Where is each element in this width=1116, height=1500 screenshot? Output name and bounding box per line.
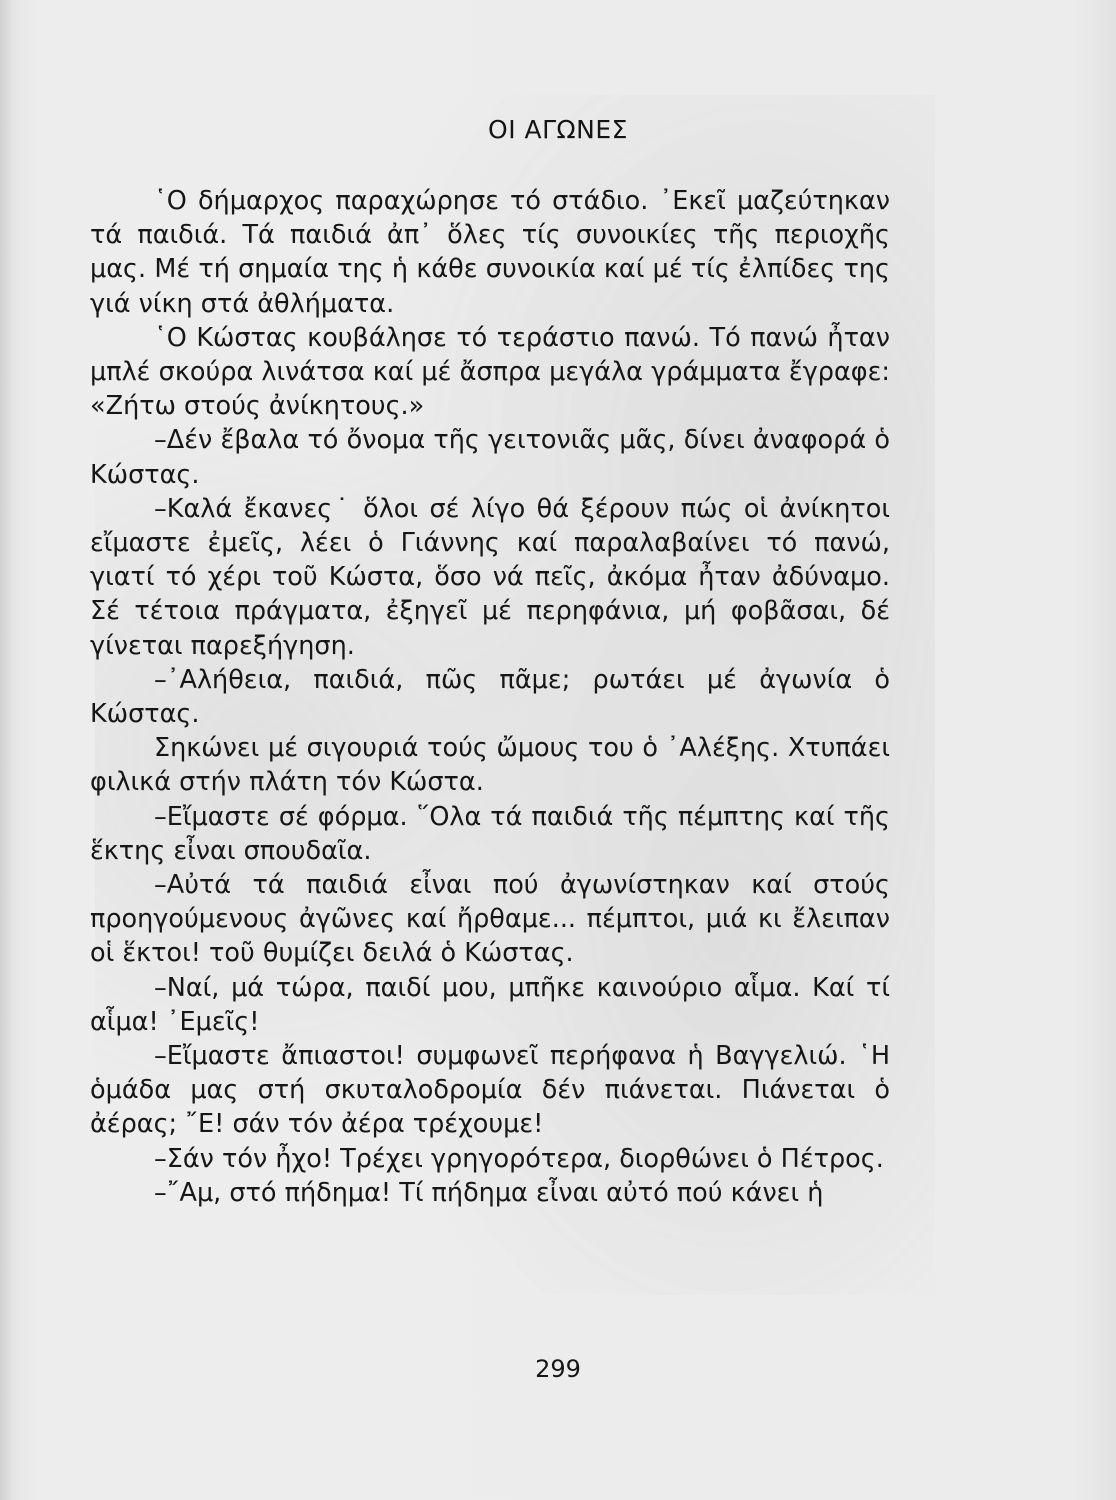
paragraph: –῎Αμ, στό πήδημα! Τί πήδημα εἶναι αὐτό πού κάνει ἡ [154,1177,824,1208]
paragraph: ῾Ο δήμαρχος παραχώρησε τό στάδιο. ᾿Εκεῖ μαζεύτηκαν τά παιδιά. Τά παιδιά ἀπ᾿ ὅλες τίς συνοικίες τῆς περιοχῆς μας. Μέ τή σημαία της ἡ κάθε συνοικία καί μέ τίς ἐλπίδες της γιά νίκη στά ἀθλήματα. [90,186,890,319]
paragraph: –Εἴμαστε σέ φόρμα. ῞Ολα τά παιδιά τῆς πέμπτης καί τῆς ἕκτης εἶναι σπουδαῖα. [90,801,890,866]
paragraph: Σηκώνει μέ σιγουριά τούς ὤμους του ὁ ᾿Αλέξης. Χτυπάει φιλικά στήν πλάτη τόν Κώστα. [90,733,890,798]
paragraph: –Δέν ἔβαλα τό ὄνομα τῆς γειτονιᾶς μᾶς, δίνει ἀναφορά ὁ Κώστας. [90,425,890,490]
paragraph: –Ναί, μά τώρα, παιδί μου, μπῆκε καινούριο αἷμα. Καί τί αἷμα! ᾿Εμεῖς! [90,972,890,1037]
paragraph: –Εἴμαστε ἄπιαστοι! συμφωνεῖ περήφανα ἡ Βαγγελιώ. ῾Η ὁμάδα μας στή σκυταλοδρομία δέν πιάνεται. Πιάνεται ὁ ἀέρας; ῎Ε! σάν τόν ἀέρα τρέχουμε! [90,1041,890,1140]
paragraph: –᾿Αλήθεια, παιδιά, πῶς πᾶμε; ρωτάει μέ ἀγωνία ὁ Κώστας. [90,664,890,730]
paragraph: –Καλά ἔκανες˙ ὅλοι σέ λίγο θά ξέρουν πώς οἱ ἀνίκητοι εἴμαστε ἐμεῖς, λέει ὁ Γιάννης καί παραλαβαίνει τό πανώ, γιατί τό χέρι τοῦ Κώστα, ὅσο νά πεῖς, ἀκόμα ἦταν ἀδύναμο. Σέ τέτοια πράγματα, ἐξηγεῖ μέ περηφάνια, μή φοβᾶσαι, δέ γίνεται παρεξήγηση. [90,493,890,661]
paragraph: –Αὐτά τά παιδιά εἶναι πού ἀγωνίστηκαν καί στούς προηγούμενους ἀγῶνες καί ἤρθαμε... πέμπτοι, μιά κι ἔλειπαν οἱ ἕκτοι! τοῦ θυμίζει δειλά ὁ Κώστας. [90,870,890,969]
chapter-body [90,184,890,1210]
page-number: 299 [535,1355,581,1383]
paragraph: –Σάν τόν ἦχο! Τρέχει γρηγορότερα, διορθώνει ὁ Πέτρος. [154,1143,884,1174]
paragraph: ῾Ο Κώστας κουβάλησε τό τεράστιο πανώ. Τό πανώ ἦταν μπλέ σκούρα λινάτσα καί μέ ἄσπρα μεγάλα γράμματα ἔγραφε: «Ζήτω στούς ἀνίκητους.» [90,322,890,422]
chapter-title: ΟΙ ΑΓΩΝΕΣ [488,115,628,144]
